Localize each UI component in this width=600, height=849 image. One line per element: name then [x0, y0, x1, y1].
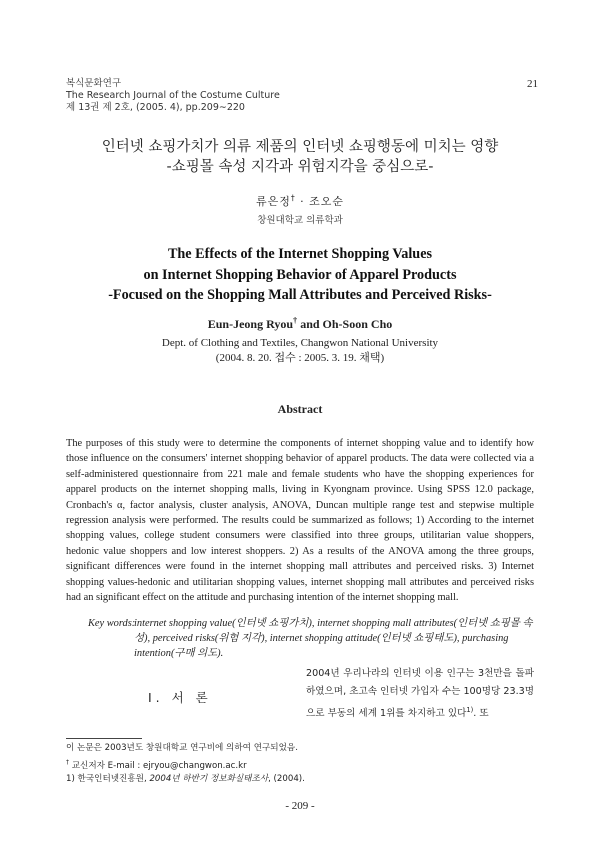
- author1-en: Eun-Jeong Ryou: [207, 317, 294, 331]
- keywords-text: internet shopping value(인터넷 쇼핑가치), internet shopping mall attributes(인터넷 쇼핑몰 속성), perceived risks(위험 지각), internet shopping attitude(인터넷 쇼핑태도), purchasing intention(구매 의도).: [134, 618, 533, 659]
- department: Dept. of Clothing and Textiles, Changwon National University: [161, 337, 439, 349]
- journal-name-en: The Research Journal of the Costume Culture: [66, 90, 280, 101]
- author1-ko: 류은정: [255, 195, 291, 208]
- footnote-funding: 이 논문은 2003년도 창원대학교 연구비에 의하여 연구되었음.: [66, 743, 298, 753]
- footnotes: [66, 742, 305, 786]
- title-english-line1: The Effects of the Internet Shopping Values: [167, 246, 433, 262]
- authors-english: [0, 316, 600, 332]
- title-english-line3: -Focused on the Shopping Mall Attributes and Perceived Risks-: [108, 287, 492, 303]
- abstract-heading: Abstract: [277, 402, 323, 416]
- author-separator-ko: ·: [300, 195, 305, 208]
- intro-footnote-ref: 1): [466, 706, 474, 714]
- footnote-email: 교신저자 E-mail : ejryou@changwon.ac.kr: [69, 760, 247, 771]
- authors-korean: [0, 193, 600, 209]
- footnote-reference-1: [66, 773, 305, 787]
- footnote-dagger: †: [66, 758, 70, 766]
- introduction-paragraph: [306, 665, 534, 723]
- journal-name-ko: 복식문화연구: [66, 78, 122, 89]
- title-korean: [0, 137, 600, 177]
- keywords: [88, 616, 534, 661]
- journal-header: [66, 78, 280, 114]
- page-number-bottom: - 209 -: [285, 800, 315, 812]
- footnote-divider: [66, 738, 142, 739]
- author2-en: and Oh-Soon Cho: [297, 317, 393, 331]
- received-accepted-dates: (2004. 8. 20. 접수 : 2005. 3. 19. 채택): [215, 352, 385, 364]
- footnote-ref-title: 2004년 하반기 정보화실태조사: [149, 773, 269, 784]
- title-korean-line1: 인터넷 쇼핑가치가 의류 제품의 인터넷 쇼핑행동에 미치는 영향: [101, 139, 499, 155]
- title-korean-line2: -쇼핑몰 속성 지각과 위험지각을 중심으로-: [166, 159, 434, 175]
- footnote-corresponding: [66, 756, 305, 773]
- section-heading-introduction: Ⅰ. 서 론: [148, 690, 212, 705]
- abstract-body: The purposes of this study were to determine the components of internet shopping value and to identify how those influence on the consumers' internet shopping behavior of apparel products. The data were collected via a self-administered questionnaire from 221 male and female students who have the shopping experiences for apparel products on the internet shopping malls, living in Kyongnam province. Using SPSS 12.0 package, Cronbach's α, factor analysis, cluster analysis, ANOVA, Duncan multiple range test and stepwise multiple regression analysis were performed. The results could be summarized as follows; 1) According to the internet shopping values, college student consumers were classified into three groups, utilitarian value shoppers, hedonic value shoppers and low interest shoppers. 2) As a results of the ANOVA among the three groups, significant differences were found in the internet shopping mall attributes and perceived risks. 3) Internet shopping values-hedonic and utilitarian shopping values, internet shopping mall attributes and perceived risks had an significant effect on the attitude and purchasing intention of the internet shopping mall.: [66, 438, 534, 604]
- page-number-top: 21: [527, 78, 538, 90]
- corresponding-dagger-en: †: [293, 316, 298, 325]
- affiliation-korean: 창원대학교 의류학과: [257, 215, 343, 226]
- footnote-ref-suffix: , (2004).: [268, 773, 305, 784]
- corresponding-dagger-ko: †: [290, 193, 296, 203]
- title-english-line2: on Internet Shopping Behavior of Apparel Products: [143, 266, 457, 283]
- footnote-ref-prefix: 1) 한국인터넷진흥원,: [66, 773, 150, 784]
- keywords-label: Key words:: [88, 618, 136, 629]
- affiliation-english: [0, 336, 600, 366]
- intro-text: 2004년 우리나라의 인터넷 이용 인구는 3천만을 돌파하였으며, 초고속 인터넷 가입자 수는 100명당 23.3명으로 부동의 세계 1위를 차지하고 있다: [306, 668, 534, 720]
- author2-ko: 조오순: [309, 195, 345, 208]
- journal-volume: 제 13권 제 2호, (2005. 4), pp.209∼220: [66, 102, 245, 113]
- title-english: [0, 244, 600, 306]
- intro-tail: . 또: [473, 708, 489, 720]
